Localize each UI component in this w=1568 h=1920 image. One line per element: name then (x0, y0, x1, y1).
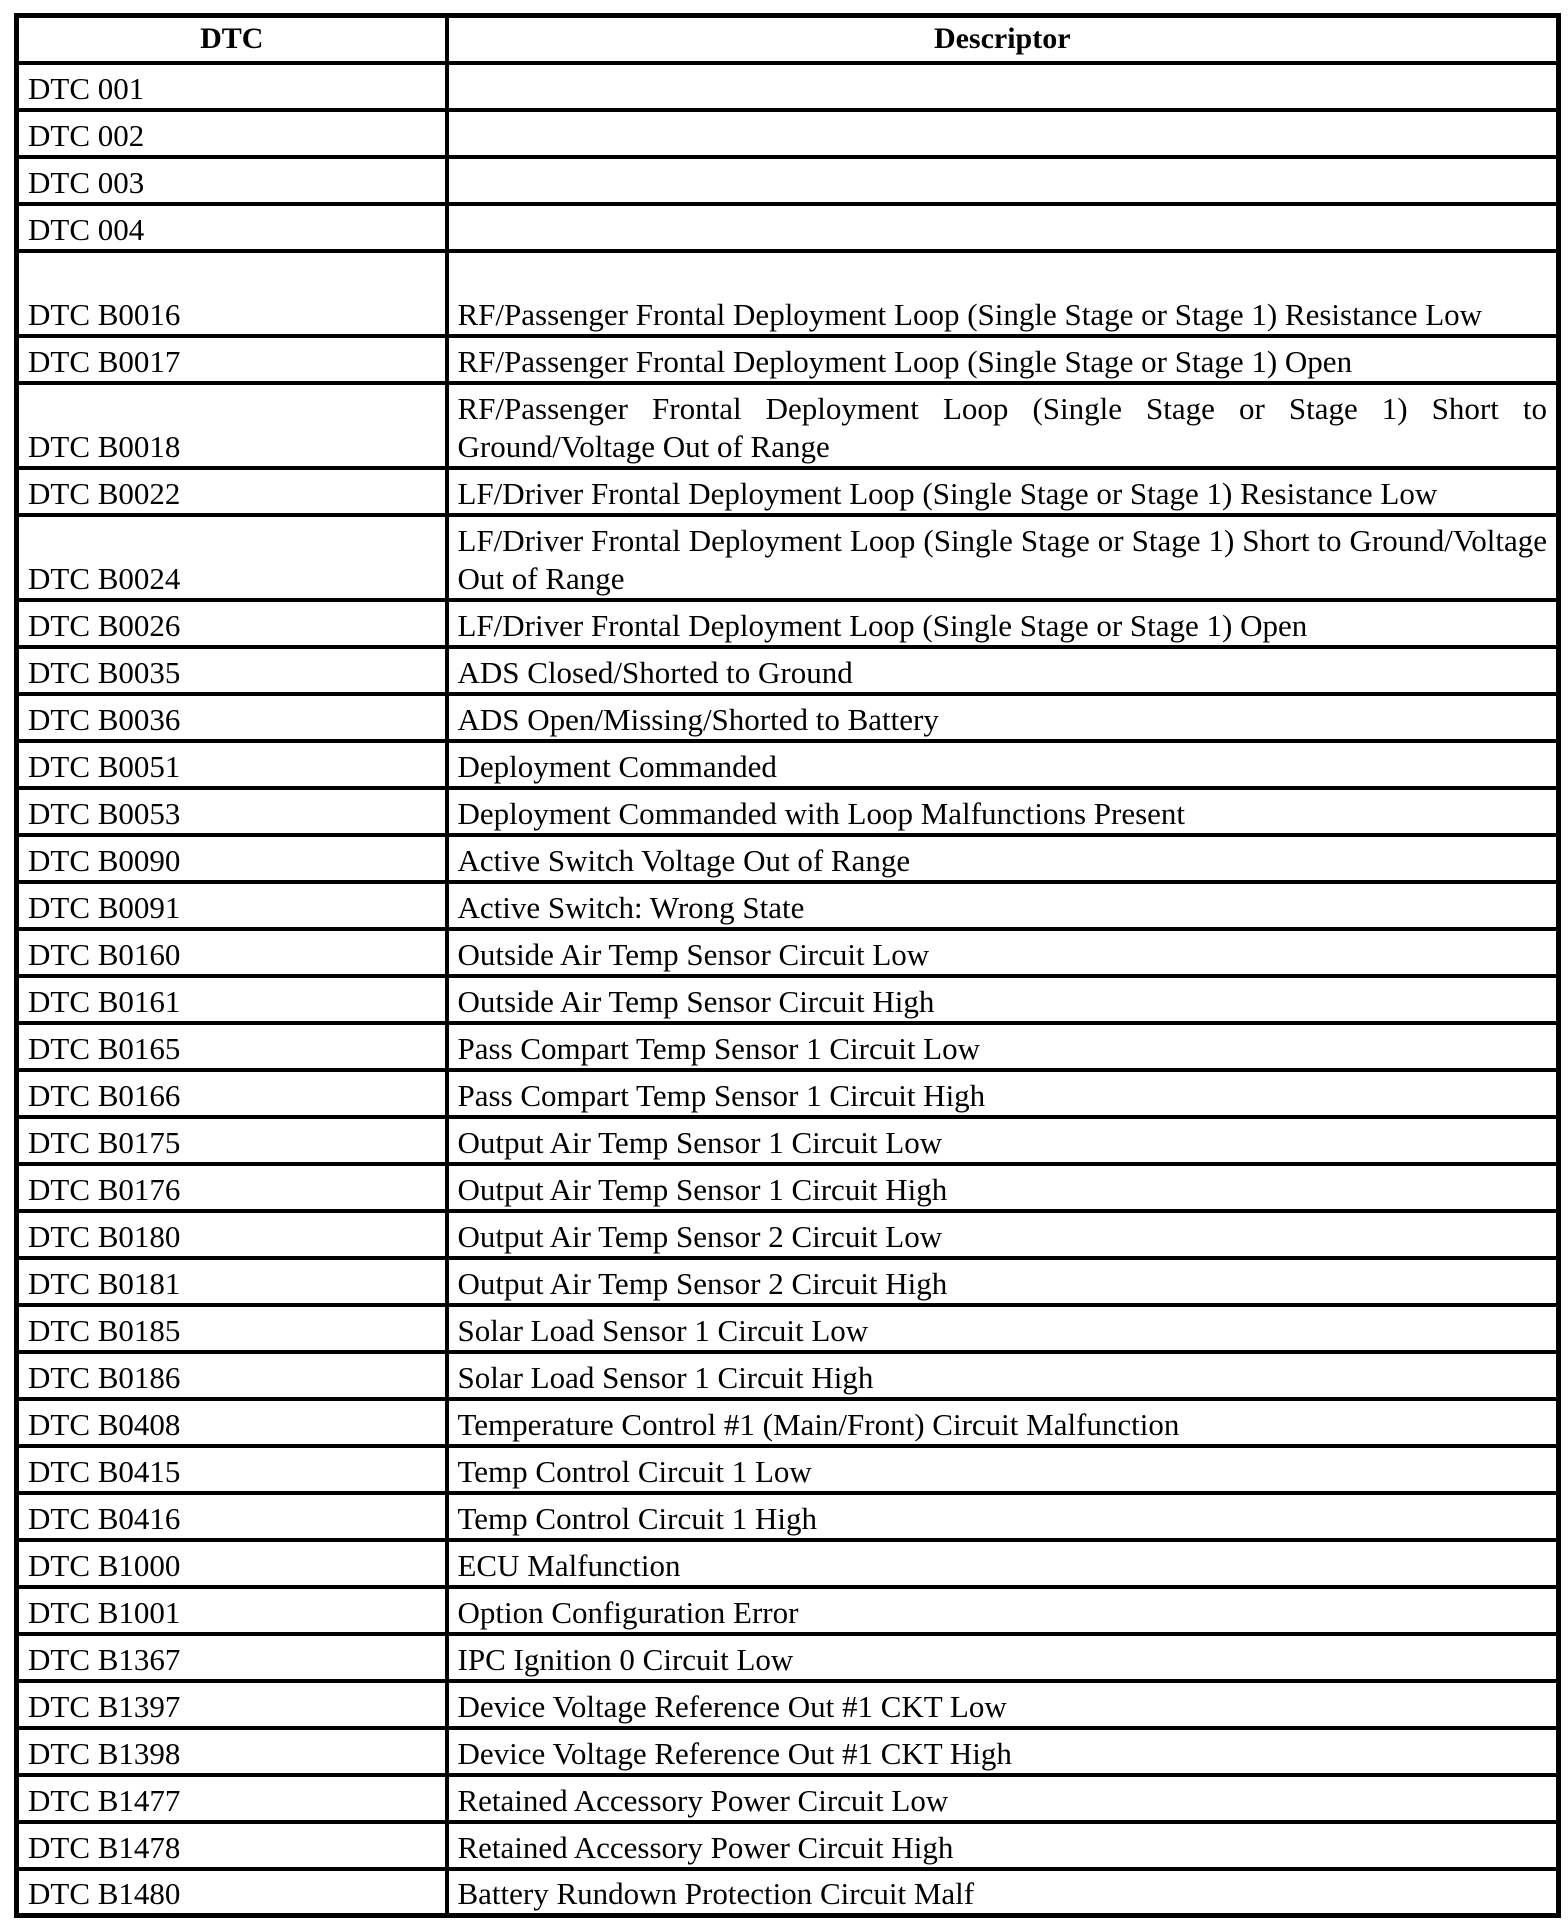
descriptor-cell: Pass Compart Temp Sensor 1 Circuit Low (447, 1023, 1559, 1070)
table-row (17, 1070, 1559, 1117)
table-row (17, 1211, 1559, 1258)
descriptor-cell: Deployment Commanded (447, 741, 1559, 788)
table-row (17, 1869, 1559, 1916)
dtc-code-cell: DTC B0018 (17, 383, 447, 468)
dtc-code-cell: DTC B0416 (17, 1493, 447, 1540)
descriptor-cell (447, 110, 1559, 157)
table-row (17, 110, 1559, 157)
dtc-code-cell: DTC B0091 (17, 882, 447, 929)
dtc-code-cell: DTC B0165 (17, 1023, 447, 1070)
dtc-code-cell: DTC B0016 (17, 251, 447, 336)
descriptor-cell: Temp Control Circuit 1 High (447, 1493, 1559, 1540)
dtc-code-cell: DTC B0026 (17, 600, 447, 647)
dtc-code-cell: DTC 003 (17, 157, 447, 204)
table-row (17, 1117, 1559, 1164)
dtc-code-cell: DTC B0161 (17, 976, 447, 1023)
descriptor-cell (447, 204, 1559, 251)
table-row (17, 694, 1559, 741)
table-row (17, 1446, 1559, 1493)
descriptor-cell: RF/Passenger Frontal Deployment Loop (Single Stage or Stage 1) Open (447, 336, 1559, 383)
dtc-code-cell: DTC B0176 (17, 1164, 447, 1211)
table-row (17, 336, 1559, 383)
dtc-code-cell: DTC B0180 (17, 1211, 447, 1258)
descriptor-cell: Outside Air Temp Sensor Circuit Low (447, 929, 1559, 976)
descriptor-cell: Pass Compart Temp Sensor 1 Circuit High (447, 1070, 1559, 1117)
descriptor-cell: Device Voltage Reference Out #1 CKT Low (447, 1681, 1559, 1728)
descriptor-cell: Temperature Control #1 (Main/Front) Circuit Malfunction (447, 1399, 1559, 1446)
descriptor-cell: LF/Driver Frontal Deployment Loop (Single Stage or Stage 1) Short to Ground/Voltage Out of Range (447, 515, 1559, 600)
descriptor-cell: Outside Air Temp Sensor Circuit High (447, 976, 1559, 1023)
table-row (17, 1258, 1559, 1305)
descriptor-cell: Active Switch Voltage Out of Range (447, 835, 1559, 882)
dtc-code-cell: DTC B0415 (17, 1446, 447, 1493)
descriptor-cell: IPC Ignition 0 Circuit Low (447, 1634, 1559, 1681)
descriptor-cell: Retained Accessory Power Circuit High (447, 1822, 1559, 1869)
table-row (17, 1164, 1559, 1211)
descriptor-cell: Output Air Temp Sensor 2 Circuit High (447, 1258, 1559, 1305)
dtc-code-cell: DTC B1397 (17, 1681, 447, 1728)
dtc-code-cell: DTC B0408 (17, 1399, 447, 1446)
descriptor-cell: Active Switch: Wrong State (447, 882, 1559, 929)
table-row (17, 1822, 1559, 1869)
dtc-table (14, 13, 1561, 1918)
table-row (17, 976, 1559, 1023)
table-row (17, 1728, 1559, 1775)
descriptor-cell: Temp Control Circuit 1 Low (447, 1446, 1559, 1493)
dtc-code-cell: DTC B0036 (17, 694, 447, 741)
table-row (17, 1305, 1559, 1352)
table-row (17, 1681, 1559, 1728)
table-row (17, 1775, 1559, 1822)
dtc-code-cell: DTC 001 (17, 63, 447, 110)
dtc-code-cell: DTC B0051 (17, 741, 447, 788)
descriptor-cell: ADS Closed/Shorted to Ground (447, 647, 1559, 694)
descriptor-cell: ADS Open/Missing/Shorted to Battery (447, 694, 1559, 741)
descriptor-cell: Output Air Temp Sensor 1 Circuit Low (447, 1117, 1559, 1164)
table-row (17, 788, 1559, 835)
dtc-code-cell: DTC B0166 (17, 1070, 447, 1117)
table-row (17, 1352, 1559, 1399)
dtc-code-cell: DTC B0090 (17, 835, 447, 882)
table-row (17, 1493, 1559, 1540)
dtc-code-cell: DTC B0024 (17, 515, 447, 600)
table-row (17, 251, 1559, 336)
dtc-code-cell: DTC B0017 (17, 336, 447, 383)
table-row (17, 1540, 1559, 1587)
dtc-code-cell: DTC B0175 (17, 1117, 447, 1164)
table-row (17, 204, 1559, 251)
dtc-code-cell: DTC 002 (17, 110, 447, 157)
table-row (17, 1587, 1559, 1634)
dtc-code-cell: DTC B0186 (17, 1352, 447, 1399)
table-row (17, 835, 1559, 882)
dtc-code-cell: DTC B1478 (17, 1822, 447, 1869)
descriptor-cell: Deployment Commanded with Loop Malfunctions Present (447, 788, 1559, 835)
dtc-code-cell: DTC B0185 (17, 1305, 447, 1352)
table-row (17, 157, 1559, 204)
descriptor-cell: ECU Malfunction (447, 1540, 1559, 1587)
table-row (17, 600, 1559, 647)
descriptor-cell: Device Voltage Reference Out #1 CKT High (447, 1728, 1559, 1775)
descriptor-cell: LF/Driver Frontal Deployment Loop (Single Stage or Stage 1) Open (447, 600, 1559, 647)
descriptor-cell: Solar Load Sensor 1 Circuit Low (447, 1305, 1559, 1352)
table-body (17, 63, 1559, 1916)
descriptor-cell: Option Configuration Error (447, 1587, 1559, 1634)
table-row (17, 1634, 1559, 1681)
table-row (17, 515, 1559, 600)
dtc-code-cell: DTC B0022 (17, 468, 447, 515)
descriptor-cell (447, 63, 1559, 110)
dtc-code-cell: DTC B1477 (17, 1775, 447, 1822)
dtc-code-cell: DTC B0160 (17, 929, 447, 976)
table-row (17, 741, 1559, 788)
dtc-code-cell: DTC B0181 (17, 1258, 447, 1305)
dtc-code-cell: DTC B1480 (17, 1869, 447, 1916)
table-row (17, 1399, 1559, 1446)
table-row (17, 383, 1559, 468)
descriptor-cell: Retained Accessory Power Circuit Low (447, 1775, 1559, 1822)
descriptor-cell: RF/Passenger Frontal Deployment Loop (Single Stage or Stage 1) Short to Ground/Voltage Out of Range (447, 383, 1559, 468)
table-row (17, 468, 1559, 515)
descriptor-cell: Battery Rundown Protection Circuit Malf (447, 1869, 1559, 1916)
table-row (17, 647, 1559, 694)
table-row (17, 1023, 1559, 1070)
table-row (17, 929, 1559, 976)
descriptor-cell: LF/Driver Frontal Deployment Loop (Single Stage or Stage 1) Resistance Low (447, 468, 1559, 515)
table-row (17, 882, 1559, 929)
dtc-code-cell: DTC B1000 (17, 1540, 447, 1587)
descriptor-cell: RF/Passenger Frontal Deployment Loop (Single Stage or Stage 1) Resistance Low (447, 251, 1559, 336)
dtc-code-cell: DTC B0035 (17, 647, 447, 694)
descriptor-cell: Output Air Temp Sensor 1 Circuit High (447, 1164, 1559, 1211)
header-dtc: DTC (17, 16, 447, 63)
dtc-code-cell: DTC 004 (17, 204, 447, 251)
table-header-row (17, 16, 1559, 63)
dtc-code-cell: DTC B1398 (17, 1728, 447, 1775)
header-descriptor: Descriptor (447, 16, 1559, 63)
descriptor-cell (447, 157, 1559, 204)
dtc-code-cell: DTC B0053 (17, 788, 447, 835)
descriptor-cell: Output Air Temp Sensor 2 Circuit Low (447, 1211, 1559, 1258)
descriptor-cell: Solar Load Sensor 1 Circuit High (447, 1352, 1559, 1399)
dtc-code-cell: DTC B1367 (17, 1634, 447, 1681)
dtc-table-container (14, 13, 1556, 1918)
table-row (17, 63, 1559, 110)
dtc-code-cell: DTC B1001 (17, 1587, 447, 1634)
